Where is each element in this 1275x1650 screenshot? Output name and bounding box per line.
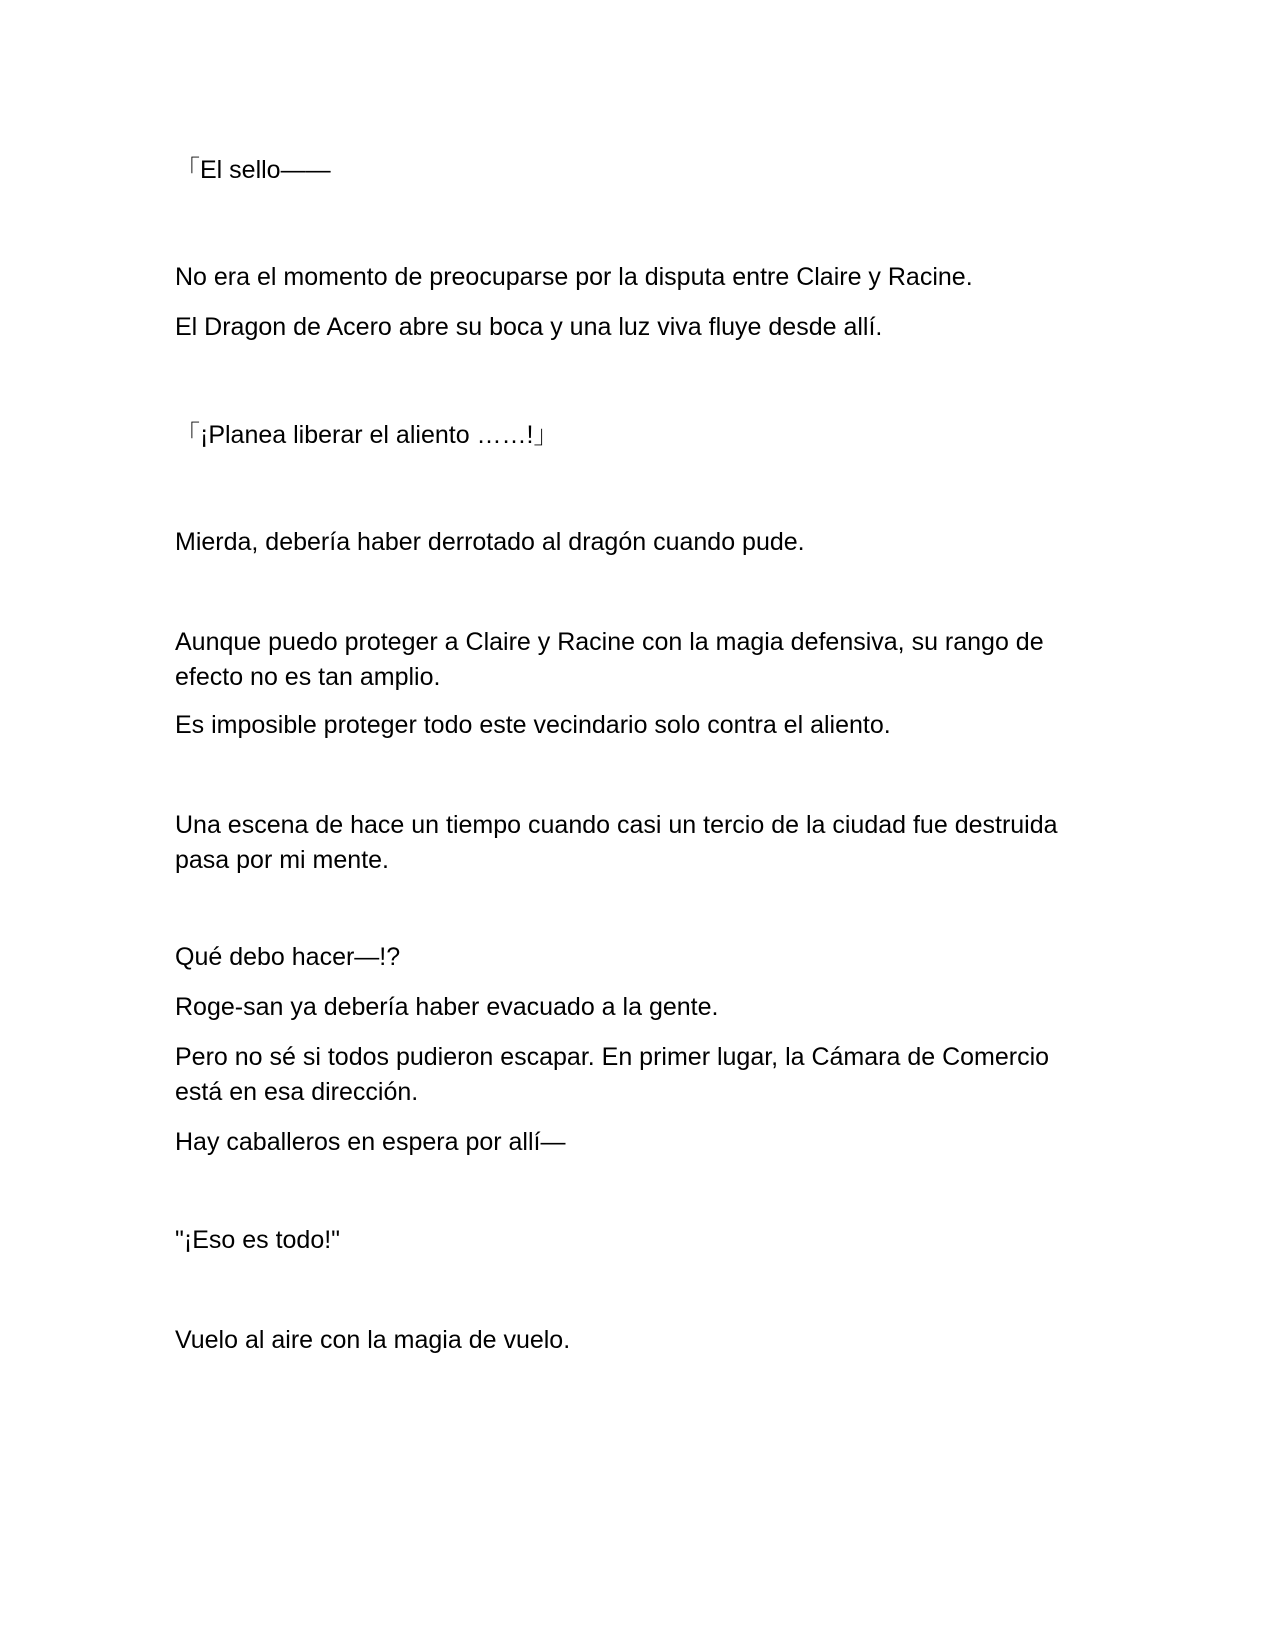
paragraph-2: No era el momento de preocuparse por la disputa entre Claire y Racine. (175, 263, 973, 291)
paragraph-8: Una escena de hace un tiempo cuando casi un tercio de la ciudad fue destruida pasa por mi mente. (175, 811, 1058, 874)
paragraph-13: "¡Eso es todo!" (175, 1226, 341, 1254)
paragraph-6: Aunque puedo proteger a Claire y Racine con la magia defensiva, su rango de efecto no es tan amplio. (175, 628, 1044, 691)
paragraph-12: Hay caballeros en espera por allí― (175, 1128, 566, 1156)
paragraph-7: Es imposible proteger todo este vecindario solo contra el aliento. (175, 711, 891, 739)
paragraph-1: 「El sello―― (175, 156, 331, 184)
paragraph-3: El Dragon de Acero abre su boca y una luz viva fluye desde allí. (175, 313, 883, 341)
paragraph-14: Vuelo al aire con la magia de vuelo. (175, 1326, 571, 1354)
paragraph-11: Pero no sé si todos pudieron escapar. En primer lugar, la Cámara de Comercio está en esa dirección. (175, 1043, 1050, 1106)
paragraph-9: Qué debo hacer―!? (175, 943, 401, 971)
paragraph-4: 「¡Planea liberar el aliento ……!」 (175, 421, 559, 449)
paragraph-5: Mierda, debería haber derrotado al dragón cuando pude. (175, 528, 805, 556)
paragraph-10: Roge-san ya debería haber evacuado a la gente. (175, 993, 719, 1021)
